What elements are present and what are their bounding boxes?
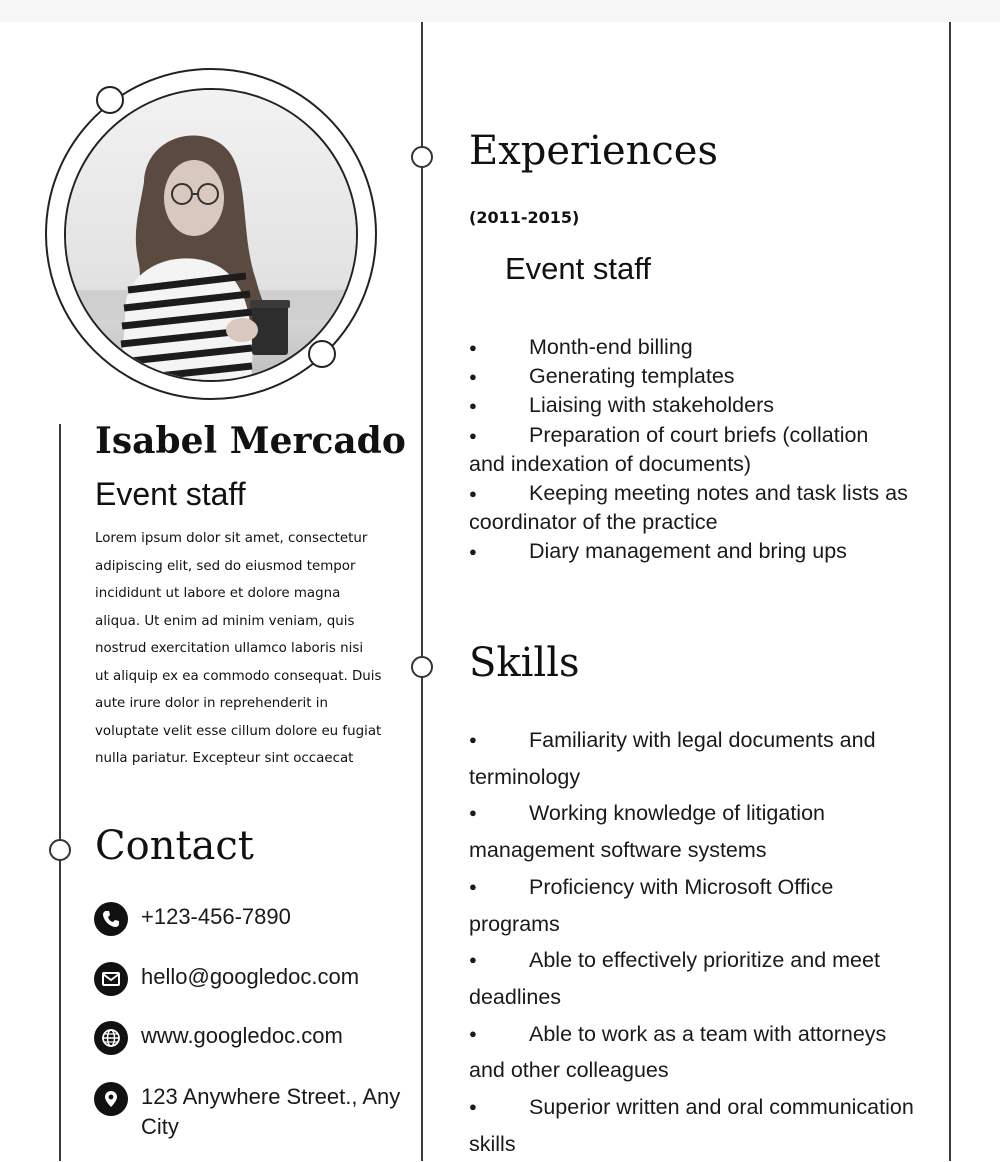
list-item: ● Preparation of court briefs (collation and indexation of documents) [469, 421, 909, 479]
skills-bullet-list [469, 722, 919, 1162]
photo-ring-dot-top [96, 86, 124, 114]
list-item: ● Diary management and bring ups [469, 537, 909, 566]
about-line: aute irure dolor in reprehenderit in [95, 696, 328, 711]
profile-photo [64, 88, 358, 382]
about-line: aliqua. Ut enim ad minim veniam, quis [95, 613, 355, 629]
job-years: (2011-2015) [469, 208, 580, 227]
profile-name: Isabel Mercado [95, 420, 406, 462]
contact-text: www.googledoc.com [141, 1023, 343, 1048]
contact-text: 123 Anywhere Street., Any City [141, 1084, 401, 1139]
list-item: ● Able to effectively prioritize and meet deadlines [469, 942, 919, 1015]
experiences-heading: Experiences [469, 128, 718, 174]
right-border-line [949, 22, 951, 1161]
about-paragraph [95, 525, 410, 773]
about-line: nostrud exercitation ullamco laboris nisi [95, 641, 364, 656]
contact-email [94, 962, 411, 996]
photo-ring-dot-bottom [308, 340, 336, 368]
about-line: nulla pariatur. Excepteur sint occaecat [95, 751, 354, 766]
phone-icon [94, 902, 128, 936]
list-item: ● Working knowledge of litigation management software systems [469, 795, 919, 868]
list-item: ● Superior written and oral communication skills [469, 1089, 919, 1162]
about-line: ut aliquip ex ea commodo consequat. Duis [95, 668, 382, 684]
about-line: incididunt ut labore et dolore magna [95, 586, 341, 601]
about-line: voluptate velit esse cillum dolore eu fugiat [95, 723, 382, 739]
list-item: ● Month-end billing [469, 333, 909, 362]
job-title: Event staff [505, 251, 651, 286]
contact-timeline-dot [49, 839, 71, 861]
left-timeline-line [59, 424, 61, 1161]
location-pin-icon [94, 1082, 128, 1116]
top-strip [0, 0, 1000, 22]
list-item: ● Liaising with stakeholders [469, 391, 909, 420]
about-line: Lorem ipsum dolor sit amet, consectetur [95, 531, 368, 546]
center-divider-line [421, 22, 423, 1161]
contact-address [94, 1082, 411, 1142]
experiences-timeline-dot [411, 146, 433, 168]
profile-role: Event staff [95, 476, 246, 512]
experience-bullet-list [469, 333, 909, 567]
contact-heading: Contact [95, 823, 254, 869]
contact-text: +123-456-7890 [141, 904, 291, 929]
list-item: ● Generating templates [469, 362, 909, 391]
list-item: ● Proficiency with Microsoft Office programs [469, 869, 919, 942]
portrait-photo [66, 90, 358, 382]
contact-text: hello@googledoc.com [141, 964, 360, 989]
list-item: ● Able to work as a team with attorneys and other colleagues [469, 1016, 919, 1089]
list-item: ● Keeping meeting notes and task lists as coordinator of the practice [469, 479, 909, 537]
contact-phone [94, 902, 411, 936]
skills-timeline-dot [411, 656, 433, 678]
skills-heading: Skills [469, 640, 580, 686]
about-line: adipiscing elit, sed do eiusmod tempor [95, 558, 356, 574]
contact-website [94, 1021, 411, 1055]
list-item: ● Familiarity with legal documents and terminology [469, 722, 919, 795]
globe-icon [94, 1021, 128, 1055]
email-icon [94, 962, 128, 996]
